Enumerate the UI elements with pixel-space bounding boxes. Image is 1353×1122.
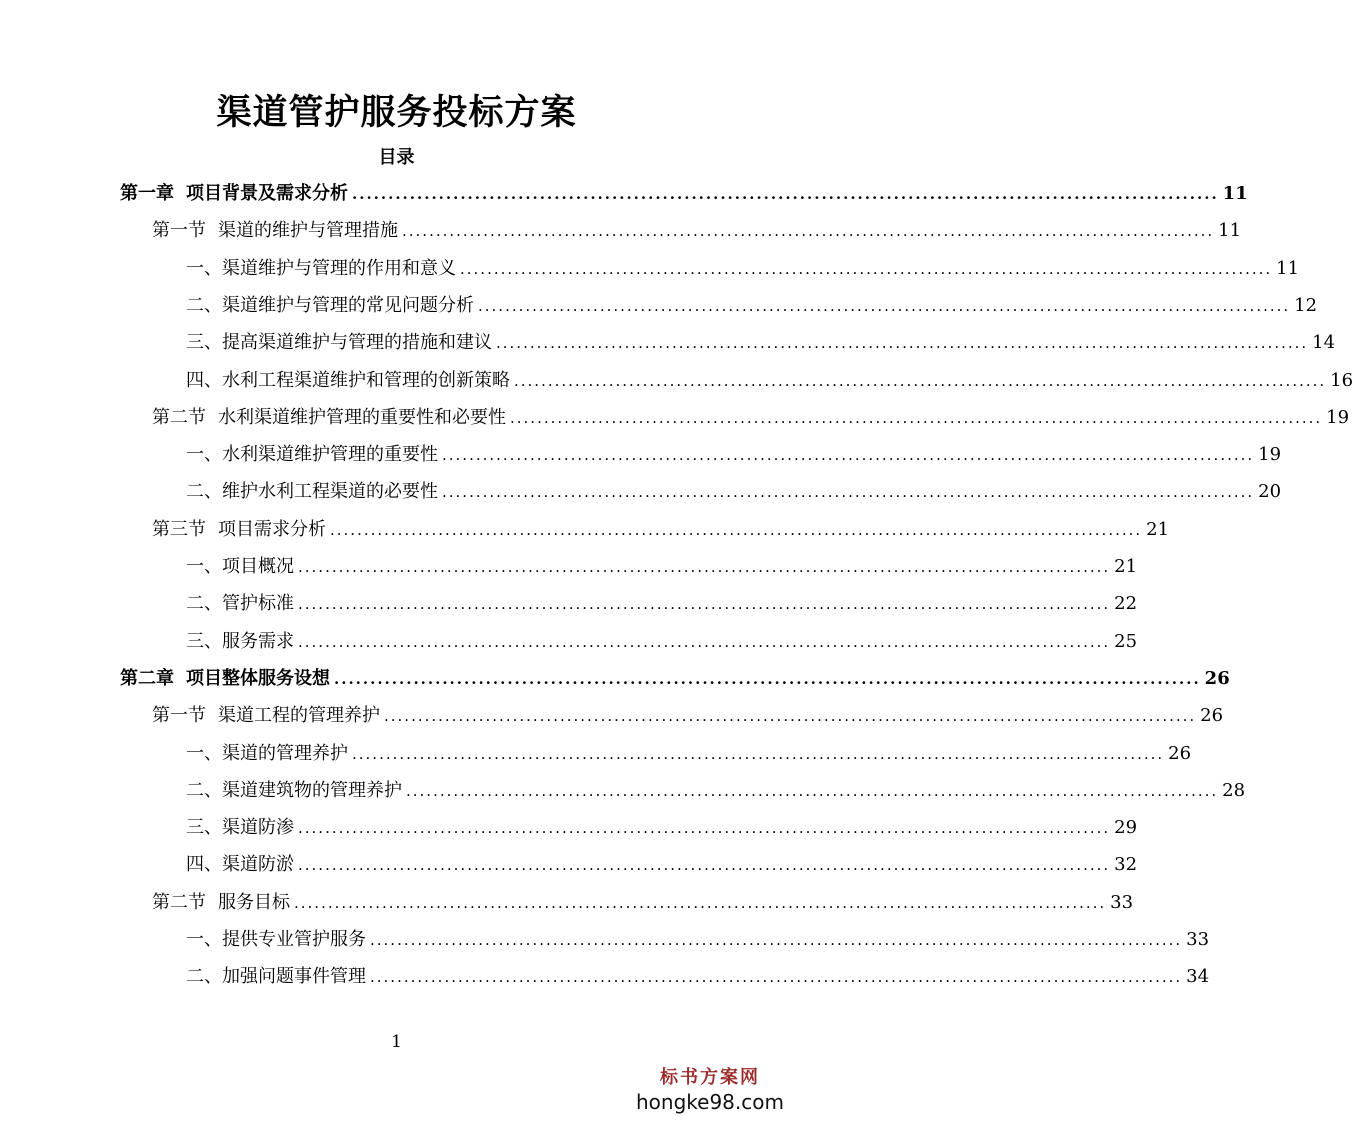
toc-entry-number: 二、	[186, 966, 222, 987]
toc-leader-dots: ........................................................................................................................	[402, 222, 1215, 240]
toc-entry-label	[186, 846, 294, 883]
toc-leader-dots: ........................................................................................................................	[330, 521, 1143, 539]
toc-leader-dots: ........................................................................................................................	[298, 856, 1111, 874]
toc-entry-number: 第一节	[152, 220, 206, 241]
toc-entry[interactable]	[186, 921, 1210, 958]
toc-entry-number: 三、	[186, 631, 222, 652]
toc-entry[interactable]	[186, 324, 1336, 361]
toc-entry-number: 一、	[186, 743, 222, 764]
toc-entry-text: 项目背景及需求分析	[186, 183, 348, 204]
toc-entry-number: 四、	[186, 370, 222, 391]
toc-leader-dots: ........................................................................................................................	[352, 185, 1219, 203]
toc-entry-label	[186, 735, 348, 772]
toc-entry-number: 三、	[186, 332, 222, 353]
toc-entry[interactable]	[186, 846, 1138, 883]
toc-entry[interactable]	[120, 175, 1248, 212]
toc-leader-dots: ........................................................................................................................	[298, 633, 1111, 651]
toc-entry[interactable]	[186, 772, 1246, 809]
toc-entry-page: 26	[1168, 743, 1192, 764]
toc-entry[interactable]	[152, 212, 1242, 249]
toc-entry-page: 22	[1114, 593, 1138, 614]
toc-entry-text: 渠道维护与管理的作用和意义	[222, 258, 456, 279]
toc-leader-dots: ........................................................................................................................	[442, 446, 1255, 464]
toc-leader-dots: ........................................................................................................................	[370, 968, 1183, 986]
toc-entry-label	[186, 362, 510, 399]
toc-entry-number: 第一节	[152, 705, 206, 726]
toc-entry-label	[186, 473, 438, 510]
toc-entry-number: 第二章	[120, 668, 174, 689]
toc-entry[interactable]	[152, 511, 1170, 548]
toc-entry-page: 19	[1258, 444, 1282, 465]
toc-leader-dots: ........................................................................................................................	[298, 595, 1111, 613]
toc-entry-page: 34	[1186, 966, 1210, 987]
toc-leader-dots: ........................................................................................................................	[406, 782, 1219, 800]
toc-leader-dots: ........................................................................................................................	[514, 372, 1327, 390]
toc-entry[interactable]	[152, 884, 1134, 921]
toc-entry-label	[120, 660, 330, 697]
toc-entry[interactable]	[186, 287, 1318, 324]
toc-leader-dots: ........................................................................................................................	[298, 819, 1111, 837]
toc-entry-number: 二、	[186, 295, 222, 316]
toc-leader-dots: ........................................................................................................................	[298, 558, 1111, 576]
toc-entry-label	[152, 511, 326, 548]
toc-entry-text: 水利工程渠道维护和管理的创新策略	[222, 370, 510, 391]
toc-entry[interactable]	[186, 548, 1138, 585]
toc-entry[interactable]	[186, 436, 1282, 473]
toc-entry-label	[152, 884, 290, 921]
toc-entry-page: 26	[1200, 705, 1224, 726]
toc-leader-dots: ........................................................................................................................	[460, 260, 1273, 278]
toc-entry[interactable]	[186, 623, 1138, 660]
toc-entry-page: 19	[1326, 407, 1350, 428]
toc-entry-page: 16	[1330, 370, 1353, 391]
toc-leader-dots: ........................................................................................................................	[496, 334, 1309, 352]
toc-entry-number: 一、	[186, 929, 222, 950]
toc-leader-dots: ........................................................................................................................	[334, 670, 1201, 688]
toc-entry-label	[152, 399, 506, 436]
toc-entry[interactable]	[186, 809, 1138, 846]
toc-heading: 目录	[378, 147, 415, 168]
toc-entry-page: 33	[1110, 892, 1134, 913]
toc-leader-dots: ........................................................................................................................	[478, 297, 1291, 315]
toc-entry-number: 第三节	[152, 519, 206, 540]
document-title: 渠道管护服务投标方案	[216, 92, 577, 133]
toc-entry-number: 一、	[186, 258, 222, 279]
toc-entry[interactable]	[186, 585, 1138, 622]
toc-entry-label	[186, 250, 456, 287]
toc-entry-label	[186, 287, 474, 324]
toc-entry-text: 维护水利工程渠道的必要性	[222, 481, 438, 502]
toc-entry[interactable]	[186, 362, 1353, 399]
toc-entry-text: 渠道防淤	[222, 854, 294, 875]
toc-entry-text: 渠道维护与管理的常见问题分析	[222, 295, 474, 316]
toc-entry-text: 渠道建筑物的管理养护	[222, 780, 402, 801]
toc-entry-number: 二、	[186, 593, 222, 614]
watermark-logo	[635, 1067, 785, 1115]
toc-entry-number: 一、	[186, 444, 222, 465]
toc-entry-label	[186, 623, 294, 660]
toc-entry-number: 第二节	[152, 407, 206, 428]
toc-entry[interactable]	[186, 250, 1300, 287]
toc-entry-page: 11	[1222, 183, 1248, 204]
toc-entry-text: 水利渠道维护管理的重要性	[222, 444, 438, 465]
toc-entry-label	[186, 548, 294, 585]
toc-entry-label	[186, 958, 366, 995]
toc-entry-page: 33	[1186, 929, 1210, 950]
toc-entry-number: 第一章	[120, 183, 174, 204]
toc-entry-label	[152, 697, 380, 734]
toc-entry-page: 21	[1114, 556, 1138, 577]
toc-entry[interactable]	[120, 660, 1230, 697]
toc-entry-text: 项目概况	[222, 556, 294, 577]
toc-entry-page: 11	[1276, 258, 1300, 279]
toc-entry-number: 二、	[186, 780, 222, 801]
toc-leader-dots: ........................................................................................................................	[294, 894, 1107, 912]
toc-entry-number: 二、	[186, 481, 222, 502]
toc-leader-dots: ........................................................................................................................	[384, 707, 1197, 725]
toc-entry-text: 水利渠道维护管理的重要性和必要性	[218, 407, 506, 428]
toc-entry-page: 11	[1218, 220, 1242, 241]
toc-entry-number: 第二节	[152, 892, 206, 913]
toc-leader-dots: ........................................................................................................................	[442, 483, 1255, 501]
toc-entry-number: 三、	[186, 817, 222, 838]
toc-entry-text: 项目整体服务设想	[186, 668, 330, 689]
toc-entry-text: 加强问题事件管理	[222, 966, 366, 987]
watermark-url: hongke98.com	[636, 1090, 784, 1114]
toc-entry-text: 渠道工程的管理养护	[218, 705, 380, 726]
toc-entry-label	[186, 772, 402, 809]
toc-entry[interactable]	[152, 399, 1350, 436]
toc-leader-dots: ........................................................................................................................	[370, 931, 1183, 949]
toc-entry-page: 12	[1294, 295, 1318, 316]
toc-entry-label	[186, 436, 438, 473]
toc-entry-text: 服务目标	[218, 892, 290, 913]
toc-entry-page: 20	[1258, 481, 1282, 502]
toc-entry-text: 项目需求分析	[218, 519, 326, 540]
toc-entry-label	[152, 212, 398, 249]
toc-entry-page: 21	[1146, 519, 1170, 540]
toc-entry-label	[186, 324, 492, 361]
toc-entry-label	[186, 809, 294, 846]
toc-entry[interactable]	[186, 958, 1210, 995]
page-number: 1	[391, 1032, 402, 1052]
toc-entry-text: 渠道防渗	[222, 817, 294, 838]
toc-entry-text: 渠道的管理养护	[222, 743, 348, 764]
toc-entry-text: 服务需求	[222, 631, 294, 652]
toc-leader-dots: ........................................................................................................................	[510, 409, 1323, 427]
toc-entry-page: 29	[1114, 817, 1138, 838]
toc-entry[interactable]	[186, 735, 1192, 772]
toc-entry-number: 一、	[186, 556, 222, 577]
toc-entry-page: 14	[1312, 332, 1336, 353]
toc-entry-number: 四、	[186, 854, 222, 875]
toc-entry-page: 25	[1114, 631, 1138, 652]
toc-entry-label	[186, 585, 294, 622]
toc-entry-label	[120, 175, 348, 212]
toc-entry-label	[186, 921, 366, 958]
toc-entry-page: 32	[1114, 854, 1138, 875]
toc-entry-text: 提高渠道维护与管理的措施和建议	[222, 332, 492, 353]
toc-entry-text: 渠道的维护与管理措施	[218, 220, 398, 241]
toc-leader-dots: ........................................................................................................................	[352, 745, 1165, 763]
toc-entry-text: 提供专业管护服务	[222, 929, 366, 950]
toc-entry-text: 管护标准	[222, 593, 294, 614]
toc-entry-page: 28	[1222, 780, 1246, 801]
toc-entry[interactable]	[186, 473, 1282, 510]
toc-entry[interactable]	[152, 697, 1224, 734]
toc-entry-page: 26	[1204, 668, 1230, 689]
watermark-name: 标书方案网	[660, 1067, 760, 1088]
